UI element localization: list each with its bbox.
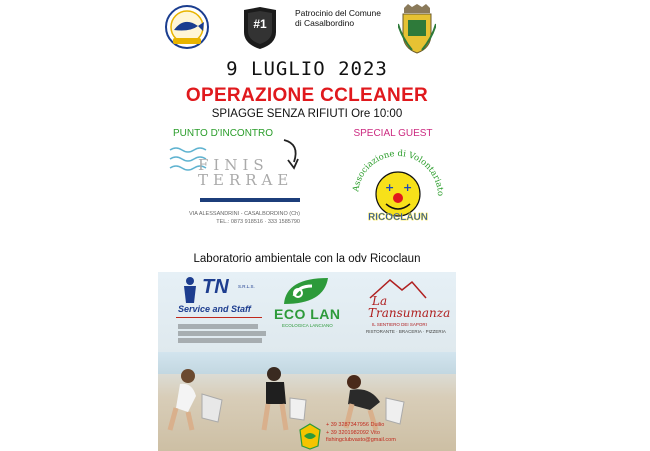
event-title: OPERAZIONE CCLEANER — [185, 85, 429, 106]
ecolan-leaf-icon — [280, 276, 332, 306]
meeting-point-label: PUNTO D'INCONTRO — [172, 128, 274, 139]
transumanza-line2: Transumanza — [368, 306, 451, 320]
event-poster — [158, 0, 456, 451]
special-guest-label: SPECIAL GUEST — [353, 128, 433, 139]
volunteer-left-figure — [162, 364, 232, 434]
ecolan-name: ECO LAN — [274, 306, 341, 322]
event-subtitle: SPIAGGE SENZA RIFIUTI Ore 10:00 — [211, 108, 403, 120]
transumanza-line1: La — [372, 294, 388, 308]
transumanza-tagline: IL SENTIERO DEI SAPORI — [372, 322, 427, 327]
tn-srl-text: S.R.L.S. — [238, 284, 255, 289]
venue-logo-text: FINIS TERRAE — [198, 156, 294, 189]
guest-name: RICOCLAUN — [368, 212, 428, 223]
patrocinio-text: Patrocinio del Comune di Casalbordino — [295, 8, 381, 28]
worker-silhouette-icon — [180, 276, 200, 304]
venue-underline-bar — [200, 198, 300, 202]
tn-small-print — [178, 324, 270, 343]
coat-of-arms-icon — [398, 4, 436, 54]
venue-address: VIA ALESSANDRINI - CASALBORDINO (Ch) TEL.: 0873 918516 · 333 1585790 — [189, 211, 300, 225]
fishing-club-logo — [164, 4, 210, 50]
transumanza-sub: RISTORANTE · BRACERIA · PIZZERIA — [366, 329, 446, 334]
contact-email[interactable]: fishingclubvasto@gmail.com — [326, 437, 396, 443]
fishing-club-small-logo — [298, 422, 322, 450]
ecolan-tagline: ECOLOGICA LANCIANO — [282, 323, 333, 328]
tn-logo-text: TN — [202, 276, 229, 298]
badge-number: #1 — [253, 17, 267, 31]
beach-photo — [158, 272, 456, 451]
lab-text: Laboratorio ambientale con la odv Ricoclaun — [193, 253, 421, 265]
contact-block — [326, 422, 396, 445]
svg-text:+: + — [385, 181, 395, 194]
curved-arrow-icon — [276, 138, 302, 172]
svg-text:+: + — [403, 181, 413, 194]
contact-phone-1: + 39 3287347956 Duilio — [326, 422, 385, 428]
tn-name: Service and Staff — [178, 304, 251, 314]
contact-phone-2: + 39 3201982092 Vito — [326, 429, 380, 436]
guest-arc-text: Associazione di Volontariato — [351, 148, 446, 197]
event-date: 9 LUGLIO 2023 — [226, 58, 388, 80]
tn-divider — [176, 317, 262, 318]
